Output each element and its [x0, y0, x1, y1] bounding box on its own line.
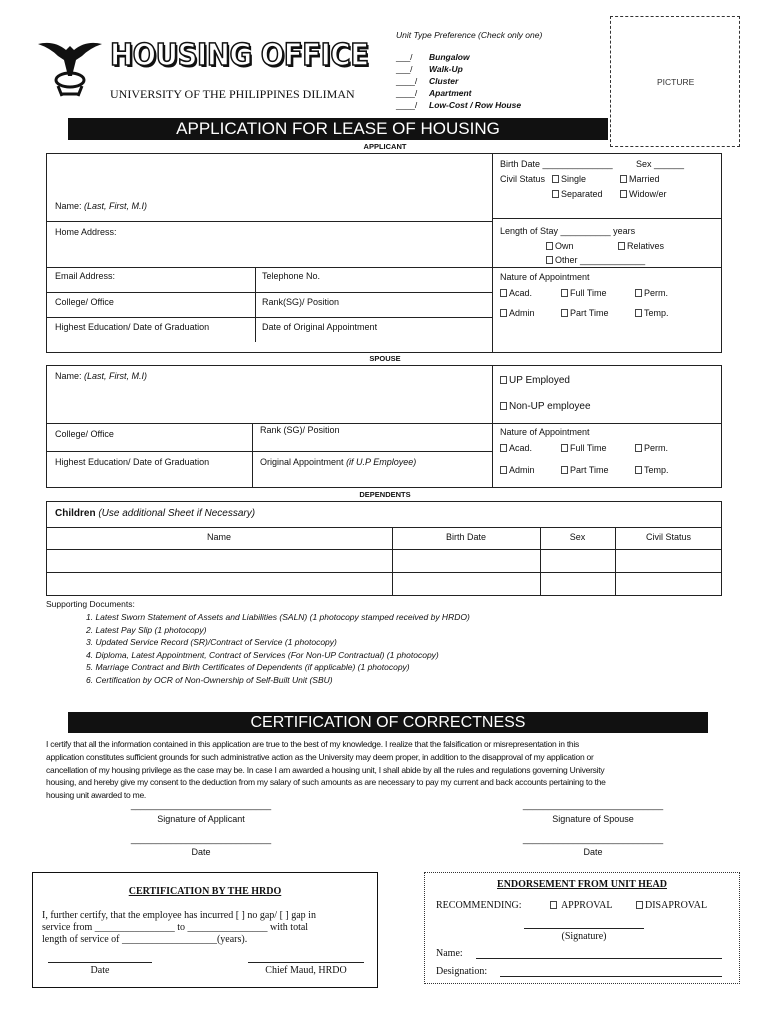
non-up-employee-checkbox[interactable]: Non-UP employee [500, 401, 591, 412]
length-of-stay-field[interactable]: Length of Stay __________ years [500, 226, 636, 236]
spouse-highest-education-field[interactable]: Highest Education/ Date of Graduation [55, 457, 210, 467]
certification-title: CERTIFICATION OF CORRECTNESS [68, 712, 708, 733]
spouse-part-time-checkbox[interactable]: Part Time [561, 465, 609, 475]
housing-office-title: HOUSING OFFICE [110, 38, 369, 73]
email-field[interactable]: Email Address: [55, 271, 116, 281]
children-label: Children (Use additional Sheet if Necessary) [55, 508, 256, 519]
spouse-nature-label: Nature of Appointment [500, 427, 590, 437]
spouse-date-label: Date [583, 847, 603, 857]
spouse-name-field[interactable]: Name: (Last, First, M.I) [55, 371, 148, 381]
telephone-field[interactable]: Telephone No. [262, 271, 321, 281]
spouse-original-appointment-field[interactable]: Original Appointment (if U.P Employee) [260, 457, 417, 467]
married-checkbox[interactable]: Married [620, 174, 660, 184]
hrdo-date-label: Date [90, 965, 110, 976]
picture-box[interactable] [610, 16, 740, 147]
spouse-section-label: SPOUSE [369, 354, 401, 363]
acad-checkbox[interactable]: Acad. [500, 288, 532, 298]
spouse-admin-checkbox[interactable]: Admin [500, 465, 535, 475]
hrdo-service-line[interactable]: service from ________________ to ________________ with total [42, 922, 309, 933]
up-logo [36, 36, 104, 98]
hrdo-gap-line[interactable]: I, further certify, that the employee has incurred [ ] no gap/ [ ] gap in [42, 910, 316, 921]
home-address-field[interactable]: Home Address: [55, 227, 117, 237]
spouse-acad-checkbox[interactable]: Acad. [500, 443, 532, 453]
relatives-checkbox[interactable]: Relatives [618, 241, 664, 251]
list-item: 4. Diploma, Latest Appointment, Contract of Services (For Non-UP Contractual) (1 photocopy) [86, 649, 439, 660]
dependents-section-label: DEPENDENTS [359, 490, 411, 499]
list-item: 3. Updated Service Record (SR)/Contract of Service (1 photocopy) [86, 637, 337, 648]
unit-options [396, 52, 596, 112]
spouse-full-time-checkbox[interactable]: Full Time [561, 443, 607, 453]
column-header: Name [206, 532, 231, 542]
own-checkbox[interactable]: Own [546, 241, 574, 251]
picture-label: PICTURE [657, 77, 695, 87]
applicant-name-field[interactable]: Name: (Last, First, M.I) [55, 201, 148, 211]
nature-of-appointment-label: Nature of Appointment [500, 272, 590, 282]
civil-status-label: Civil Status [500, 174, 546, 184]
college-office-field[interactable]: College/ Office [55, 297, 114, 307]
list-item: 6. Certification by OCR of Non-Ownership of Self-Built Unit (SBU) [86, 674, 333, 685]
separated-checkbox[interactable]: Separated [552, 189, 603, 199]
hrdo-chief-label: Chief Maud, HRDO [265, 965, 347, 976]
column-header: Sex [569, 532, 586, 542]
applicant-section-label: APPLICANT [363, 142, 407, 151]
temp-checkbox[interactable]: Temp. [635, 308, 669, 318]
endorsement-designation-field[interactable] [500, 976, 722, 977]
rank-position-field[interactable]: Rank(SG)/ Position [262, 297, 340, 307]
spouse-signature-line[interactable]: ____________________________ [522, 800, 664, 810]
applicant-date-line[interactable]: ____________________________ [130, 834, 272, 844]
spouse-perm-checkbox[interactable]: Perm. [635, 443, 668, 453]
endorsement-title: ENDORSEMENT FROM UNIT HEAD [497, 879, 667, 890]
endorsement-signature-label: (Signature) [561, 931, 607, 942]
unit-option[interactable]: ____/ Low-Cost / Row House [396, 100, 522, 110]
list-item: 2. Latest Pay Slip (1 photocopy) [86, 624, 207, 635]
unit-option[interactable]: ____/ Cluster [396, 76, 459, 86]
unit-option[interactable]: ____/ Apartment [396, 88, 472, 98]
unit-option[interactable]: ___/ Walk-Up [396, 64, 463, 74]
certification-text: I certify that all the information contained in this application are true to the best of my knowledge. I realize that the falsification or misrepresentation in this application constitutes sufficient grounds for such administrative action as the University may deem proper, in addition to the disapproval of my application or cancellation of my housing privilege as the case may be. In case I am awarded a housing unit, I shall abide by all the rules and regulations governing University housing, and hereby give my consent to the deduction from my salary of such amounts as are necessary to pay my current and back accounts pertaining to the housing unit awarded to me. [46, 739, 606, 801]
recommending-label: RECOMMENDING: [436, 900, 522, 911]
hrdo-length-line[interactable]: length of service of ___________________(years). [42, 934, 248, 945]
spouse-college-field[interactable]: College/ Office [55, 429, 114, 439]
table-row[interactable] [47, 573, 721, 595]
endorsement-designation-label: Designation: [436, 966, 488, 977]
table-row[interactable] [47, 550, 721, 572]
supporting-documents-list [86, 611, 470, 687]
applicant-signature-label: Signature of Applicant [157, 814, 245, 824]
hrdo-title: CERTIFICATION BY THE HRDO [128, 886, 282, 897]
list-item: 1. Latest Sworn Statement of Assets and Liabilities (SALN) (1 photocopy stamped received by HRDO) [86, 612, 470, 622]
university-name: UNIVERSITY OF THE PHILIPPINES DILIMAN [110, 87, 355, 101]
up-employed-checkbox[interactable]: UP Employed [500, 375, 570, 386]
widow-checkbox[interactable]: Widow/er [620, 189, 667, 199]
approval-checkbox[interactable]: APPROVAL [550, 900, 612, 911]
admin-checkbox[interactable]: Admin [500, 308, 535, 318]
spouse-signature-label: Signature of Spouse [552, 814, 634, 824]
column-header: Birth Date [445, 532, 487, 542]
list-item: 5. Marriage Contract and Birth Certificates of Dependents (if applicable) (1 photocopy) [86, 662, 410, 673]
endorsement-name-label: Name: [436, 948, 463, 959]
perm-checkbox[interactable]: Perm. [635, 288, 668, 298]
spouse-date-line[interactable]: ____________________________ [522, 834, 664, 844]
date-original-appointment-field[interactable]: Date of Original Appointment [262, 322, 378, 332]
spouse-temp-checkbox[interactable]: Temp. [635, 465, 669, 475]
part-time-checkbox[interactable]: Part Time [561, 308, 609, 318]
form-title: APPLICATION FOR LEASE OF HOUSING [68, 118, 608, 140]
spouse-rank-field[interactable]: Rank (SG)/ Position [260, 425, 340, 435]
spouse-box [46, 365, 722, 488]
unit-option[interactable]: ___/ Bungalow [396, 52, 470, 62]
full-time-checkbox[interactable]: Full Time [561, 288, 607, 298]
column-header: Civil Status [645, 532, 691, 542]
endorsement-name-field[interactable] [476, 958, 722, 959]
highest-education-field[interactable]: Highest Education/ Date of Graduation [55, 322, 210, 332]
birth-date-field[interactable]: Birth Date ______________ [500, 159, 613, 169]
single-checkbox[interactable]: Single [552, 174, 586, 184]
sex-field[interactable]: Sex ______ [636, 159, 685, 169]
supporting-documents-label: Supporting Documents: [46, 599, 135, 609]
applicant-signature-line[interactable]: ____________________________ [130, 800, 272, 810]
other-checkbox[interactable]: Other _____________ [546, 255, 645, 265]
disapproval-checkbox[interactable]: DISAPROVAL [636, 900, 707, 911]
applicant-date-label: Date [191, 847, 211, 857]
unit-pref-label: Unit Type Preference (Check only one) [396, 30, 543, 40]
